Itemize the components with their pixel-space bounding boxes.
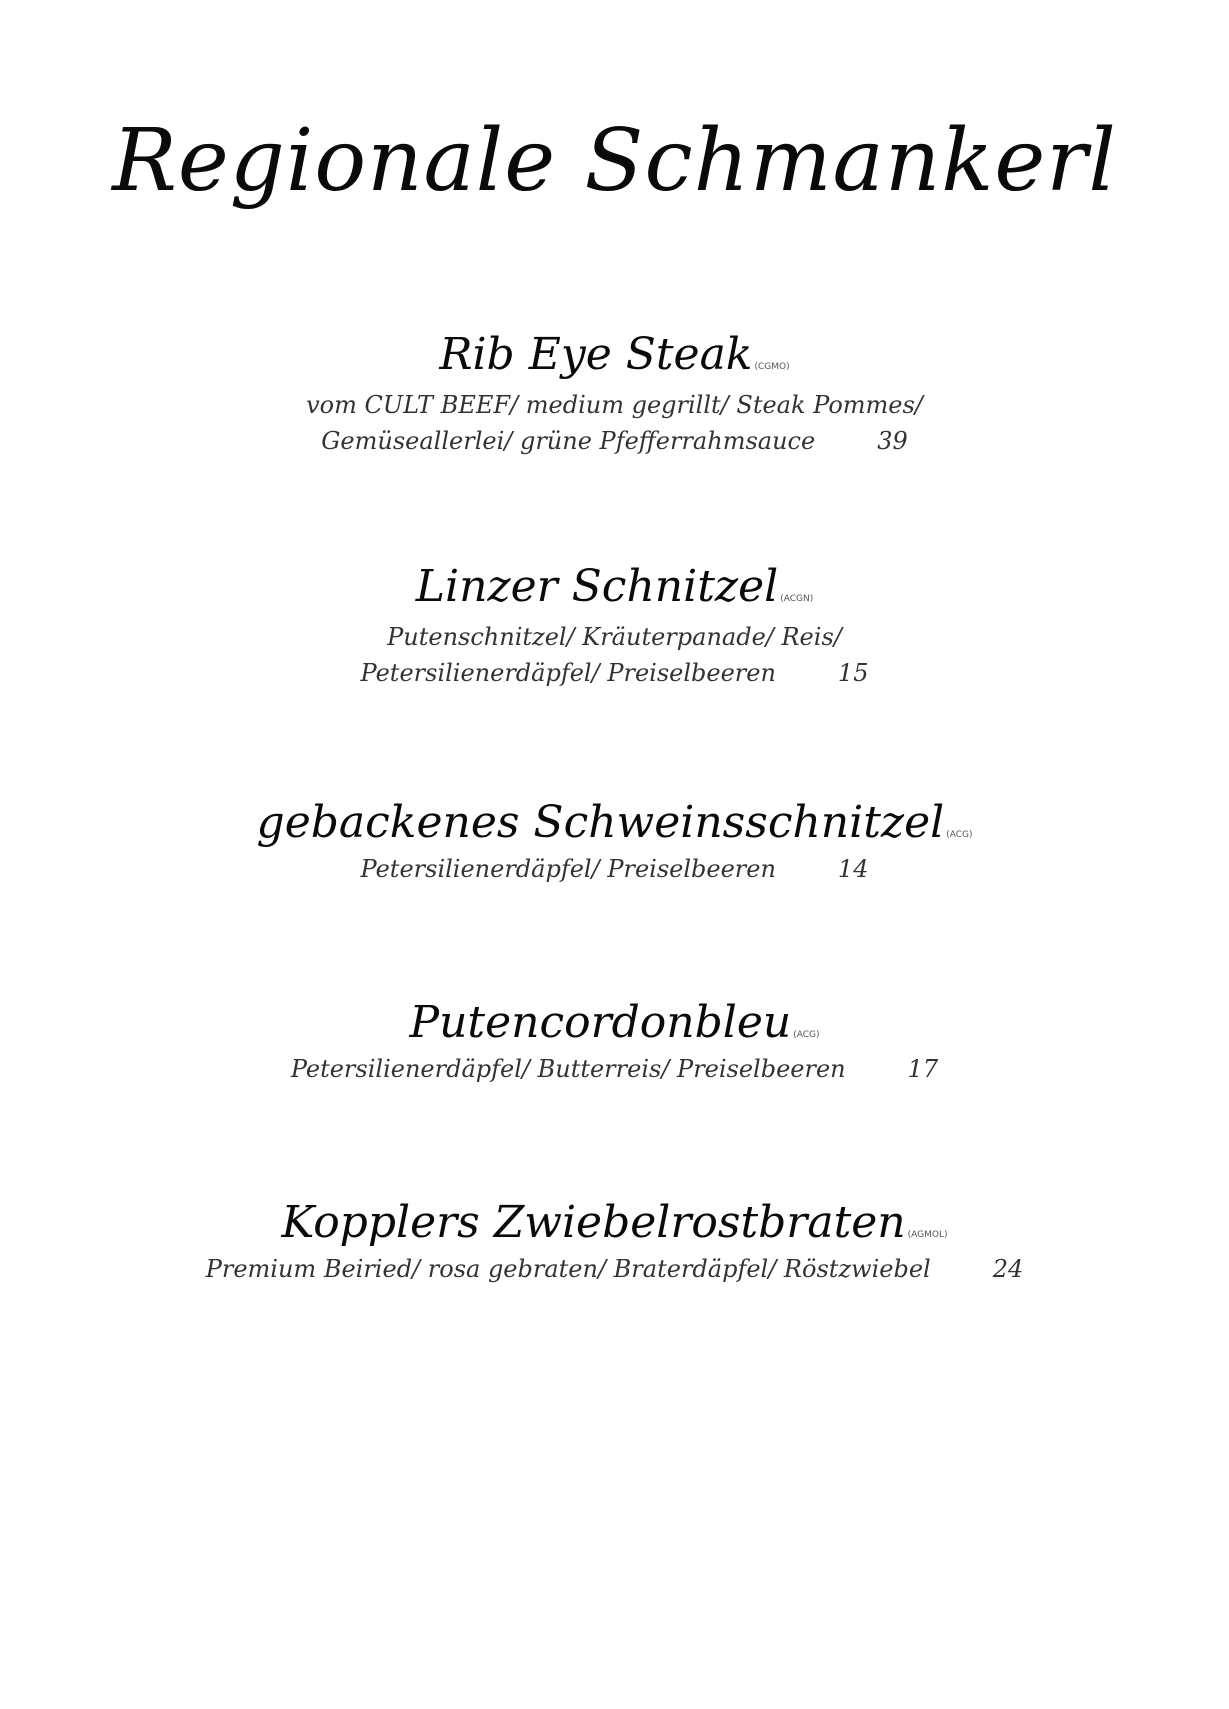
- menu-item-linzer-schnitzel: [0, 562, 1229, 691]
- dish-description-line: Putenschnitzel/ Kräuterpanade/ Reis/: [387, 622, 842, 651]
- dish-name: [257, 798, 973, 849]
- dish-description-text: Petersilienerdäpfel/ Butterreis/ Preiselbeeren: [290, 1054, 846, 1083]
- dish-description-line: vom CULT BEEF/ medium gegrillt/ Steak Pommes/: [306, 390, 923, 419]
- dish-price: 39: [877, 426, 908, 455]
- allergen-codes: (ACG): [946, 830, 973, 840]
- dish-description-line: [0, 655, 1229, 691]
- allergen-codes: (CGMO): [754, 362, 790, 372]
- dish-name-text: Rib Eye Steak: [439, 329, 753, 380]
- dish-price: 17: [907, 1054, 939, 1083]
- dish-description-line: [0, 1251, 1229, 1287]
- dish-name-text: gebackenes Schweinsschnitzel: [256, 797, 945, 848]
- dish-description-line: [0, 851, 1229, 887]
- dish-name: [439, 330, 789, 381]
- menu-item-putencordonbleu: [0, 998, 1229, 1087]
- dish-price: 24: [992, 1254, 1024, 1283]
- dish-price: 14: [837, 854, 869, 883]
- menu-item-zwiebelrostbraten: [0, 1198, 1229, 1287]
- menu-item-schweinsschnitzel: [0, 798, 1229, 887]
- dish-description-text: Petersilienerdäpfel/ Preiselbeeren: [360, 658, 776, 687]
- menu-item-rib-eye-steak: [0, 330, 1229, 459]
- dish-price: 15: [837, 658, 869, 687]
- dish-name-text: Putencordonbleu: [409, 997, 792, 1048]
- dish-description-text: Premium Beiried/ rosa gebraten/ Braterdäpfel/ Röstzwiebel: [205, 1254, 931, 1283]
- dish-description-line: [0, 1051, 1229, 1087]
- dish-name: [416, 562, 813, 613]
- page-title: Regionale Schmankerl: [112, 111, 1117, 211]
- dish-name-text: Kopplers Zwiebelrostbraten: [281, 1197, 906, 1248]
- allergen-codes: (ACG): [793, 1030, 820, 1040]
- dish-description-line: [0, 423, 1229, 459]
- allergen-codes: (ACGN): [780, 594, 814, 604]
- dish-description-text: Gemüseallerlei/ grüne Pfefferrahmsauce: [321, 426, 816, 455]
- dish-name: [409, 998, 819, 1049]
- dish-name: [282, 1198, 948, 1249]
- allergen-codes: (AGMOL): [907, 1230, 948, 1240]
- dish-description-text: Petersilienerdäpfel/ Preiselbeeren: [360, 854, 776, 883]
- dish-name-text: Linzer Schnitzel: [415, 561, 779, 612]
